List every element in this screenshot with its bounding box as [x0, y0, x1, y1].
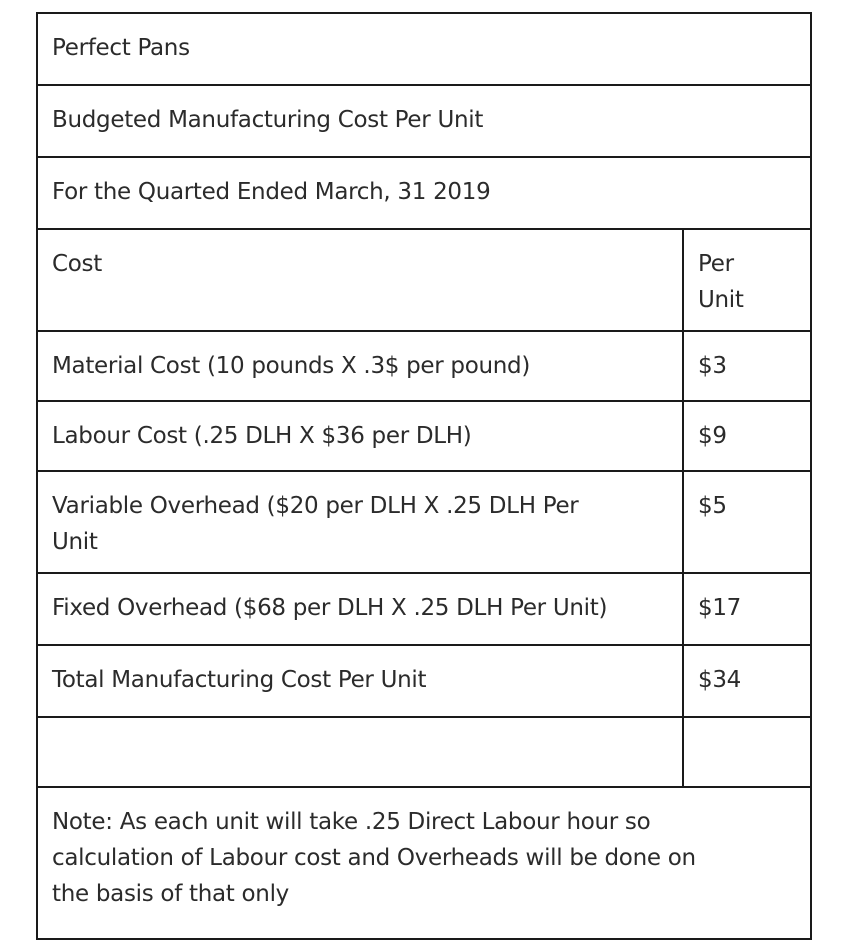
note-text: [38, 788, 810, 938]
material-cost-value: $3: [698, 353, 727, 379]
variable-overhead-label-line2: Unit: [52, 529, 98, 555]
variable-overhead-value: $5: [698, 493, 727, 519]
fixed-overhead-label: Fixed Overhead ($68 per DLH X .25 DLH Per Unit): [38, 574, 684, 644]
column-header-row: [38, 230, 810, 332]
title-row: [38, 86, 810, 158]
note-line1: Note: As each unit will take .25 Direct Labour hour so: [52, 809, 651, 835]
table-row: [38, 472, 810, 574]
variable-overhead-label-line1: Variable Overhead ($20 per DLH X .25 DLH Per: [52, 493, 579, 519]
per-unit-column-header: [684, 230, 810, 330]
company-row: [38, 14, 810, 86]
empty-value-cell: [684, 718, 810, 786]
table-title: Budgeted Manufacturing Cost Per Unit: [52, 107, 484, 133]
empty-label-cell: [38, 718, 684, 786]
company-name: Perfect Pans: [52, 35, 190, 61]
note-row: [38, 788, 810, 938]
labour-cost-label: Labour Cost (.25 DLH X $36 per DLH): [38, 402, 684, 470]
table-row: [38, 332, 810, 402]
note-line2: calculation of Labour cost and Overheads will be done on: [52, 845, 696, 871]
cost-table: [36, 12, 812, 940]
note-line3: the basis of that only: [52, 881, 289, 907]
labour-cost-value: $9: [698, 423, 727, 449]
table-row: [38, 646, 810, 718]
table-row: [38, 574, 810, 646]
total-cost-label: Total Manufacturing Cost Per Unit: [38, 646, 684, 716]
empty-row: [38, 718, 810, 788]
period-row: [38, 158, 810, 230]
per-unit-header-line2: Unit: [698, 287, 744, 313]
period-label: For the Quarted Ended March, 31 2019: [52, 179, 491, 205]
per-unit-header-line1: Per: [698, 251, 734, 277]
table-row: [38, 402, 810, 472]
material-cost-label: Material Cost (10 pounds X .3$ per pound): [38, 332, 684, 400]
cost-column-header: Cost: [38, 230, 684, 330]
variable-overhead-label: [38, 472, 684, 572]
total-cost-value: $34: [698, 667, 741, 693]
fixed-overhead-value: $17: [698, 595, 741, 621]
